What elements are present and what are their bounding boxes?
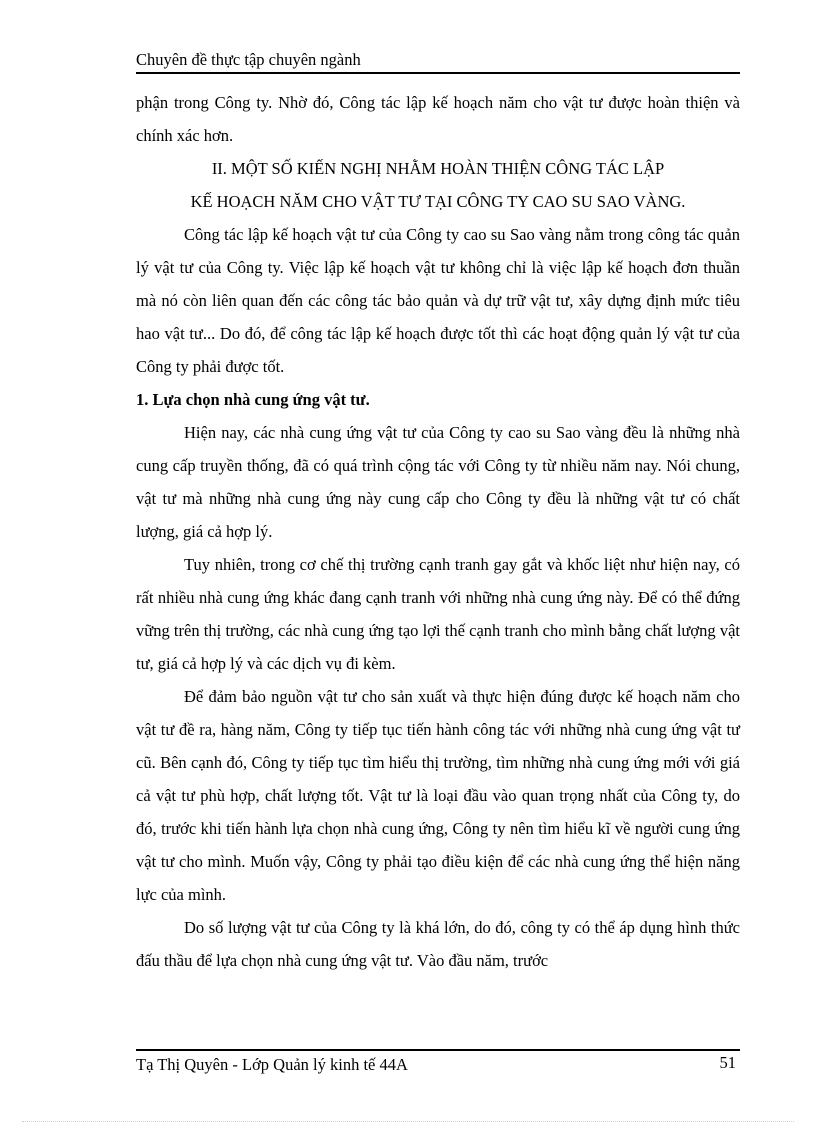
paragraph: Do số lượng vật tư của Công ty là khá lớn, do đó, công ty có thể áp dụng hình thức đấu thầu để lựa chọn nhà cung ứng vật tư. Vào đầu năm, trước <box>136 918 740 970</box>
page-body <box>136 86 740 977</box>
footer-rule <box>136 1049 740 1051</box>
page-number: 51 <box>719 1053 736 1072</box>
header-rule <box>136 72 740 74</box>
subsection-heading: 1. Lựa chọn nhà cung ứng vật tư. <box>136 390 370 409</box>
paragraph: Tuy nhiên, trong cơ chế thị trường cạnh tranh gay gắt và khốc liệt như hiện nay, có rất nhiều nhà cung ứng khác đang cạnh tranh với những nhà cung ứng này. Để có thể đứng vững trên thị trường, các nhà cung ứng tạo lợi thế cạnh tranh cho mình bằng chất lượng vật tư, giá cả hợp lý và các dịch vụ đi kèm. <box>136 555 740 673</box>
section-heading-line-2: KẾ HOẠCH NĂM CHO VẬT TƯ TẠI CÔNG TY CAO SU SAO VÀNG. <box>190 192 686 211</box>
section-heading-line-1: II. MỘT SỐ KIẾN NGHỊ NHẰM HOÀN THIỆN CÔNG TÁC LẬP <box>211 159 665 178</box>
paragraph: Hiện nay, các nhà cung ứng vật tư của Công ty cao su Sao vàng đều là những nhà cung cấp truyền thống, đã có quá trình cộng tác với Công ty từ nhiều năm nay. Nói chung, vật tư mà những nhà cung ứng này cung cấp cho Công ty đều là những vật tư có chất lượng, giá cả hợp lý. <box>136 423 740 541</box>
running-header-title: Chuyên đề thực tập chuyên ngành <box>136 50 361 69</box>
paragraph: Để đảm bảo nguồn vật tư cho sản xuất và thực hiện đúng được kế hoạch năm cho vật tư đề ra, hàng năm, Công ty tiếp tục tiến hành công tác với những nhà cung ứng vật tư cũ. Bên cạnh đó, Công ty tiếp tục tìm hiểu thị trường, tìm những nhà cung ứng mới với giá cả vật tư phù hợp, chất lượng tốt. Vật tư là loại đầu vào quan trọng nhất của Công ty, do đó, trước khi tiến hành lựa chọn nhà cung ứng, Công ty nên tìm hiểu kĩ về người cung ứng vật tư cho mình. Muốn vậy, Công ty phải tạo điều kiện để các nhà cung ứng thể hiện năng lực của mình. <box>136 687 740 904</box>
footer-author: Tạ Thị Quyên - Lớp Quản lý kinh tế 44A <box>136 1055 408 1074</box>
paragraph: Công tác lập kế hoạch vật tư của Công ty cao su Sao vàng nằm trong công tác quản lý vật tư của Công ty. Việc lập kế hoạch vật tư không chỉ là việc lập kế hoạch đơn thuần mà nó còn liên quan đến các công tác bảo quản và dự trữ vật tư, xây dựng định mức tiêu hao vật tư... Do đó, để công tác lập kế hoạch được tốt thì các hoạt động quản lý vật tư của Công ty phải được tốt. <box>136 225 740 376</box>
page-edge-divider <box>22 1121 794 1122</box>
paragraph-continuation: phận trong Công ty. Nhờ đó, Công tác lập kế hoạch năm cho vật tư được hoàn thiện và chính xác hơn. <box>136 93 740 145</box>
